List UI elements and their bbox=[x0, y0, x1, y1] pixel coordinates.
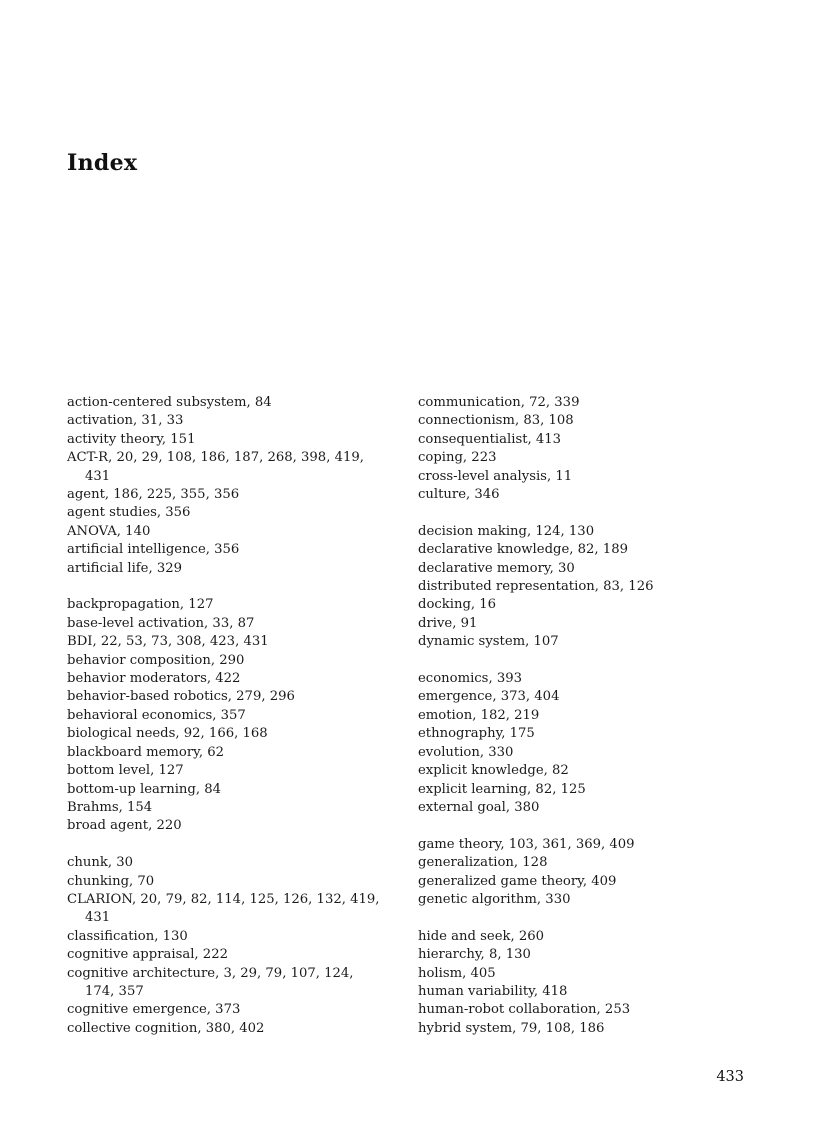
index-entry: BDI, 22, 53, 73, 308, 423, 431 bbox=[67, 634, 269, 650]
index-entry: cognitive appraisal, 222 bbox=[67, 947, 228, 963]
index-entry: docking, 16 bbox=[418, 597, 497, 613]
index-entry: action-centered subsystem, 84 bbox=[67, 395, 272, 410]
index-entry: agent, 186, 225, 355, 356 bbox=[67, 487, 240, 503]
index-entry: bottom-up learning, 84 bbox=[67, 781, 222, 797]
index-entry: behavior-based robotics, 279, 296 bbox=[67, 689, 295, 705]
index-group-separator bbox=[67, 578, 387, 596]
index-entry: distributed representation, 83, 126 bbox=[418, 579, 654, 595]
index-entry: chunk, 30 bbox=[67, 855, 134, 871]
index-entry: drive, 91 bbox=[418, 615, 478, 631]
index-entry: activity theory, 151 bbox=[67, 431, 196, 447]
index-entry: cognitive emergence, 373 bbox=[67, 1002, 241, 1018]
page-title: Index bbox=[67, 150, 138, 176]
index-entry: agent studies, 356 bbox=[67, 505, 191, 521]
index-entry: cross-level analysis, 11 bbox=[418, 468, 573, 484]
index-entry: decision making, 124, 130 bbox=[418, 523, 595, 539]
index-entry: emotion, 182, 219 bbox=[418, 707, 540, 723]
index-entry: broad agent, 220 bbox=[67, 818, 182, 834]
index-entry: game theory, 103, 361, 369, 409 bbox=[418, 836, 635, 852]
index-entry: genetic algorithm, 330 bbox=[418, 891, 571, 907]
index-entry: generalization, 128 bbox=[418, 855, 548, 871]
index-entry: biological needs, 92, 166, 168 bbox=[67, 726, 268, 742]
index-entry: ACT-R, 20, 29, 108, 186, 187, 268, 398, 419, 431 bbox=[67, 450, 364, 484]
index-entry: behavior moderators, 422 bbox=[67, 671, 241, 687]
index-entry: blackboard memory, 62 bbox=[67, 744, 224, 760]
index-entry: generalized game theory, 409 bbox=[418, 873, 617, 889]
index-entry: base-level activation, 33, 87 bbox=[67, 615, 255, 631]
index-entry: evolution, 330 bbox=[418, 744, 514, 760]
index-entry: classification, 130 bbox=[67, 928, 188, 944]
index-group-separator bbox=[418, 817, 728, 835]
index-group-separator bbox=[67, 836, 387, 854]
index-group-separator bbox=[418, 909, 728, 927]
index-entry: CLARION, 20, 79, 82, 114, 125, 126, 132, 419, 431 bbox=[67, 891, 380, 926]
index-entry: ethnography, 175 bbox=[418, 726, 535, 742]
index-group-separator bbox=[418, 504, 728, 522]
index-column-left bbox=[67, 394, 387, 1038]
index-entry: hybrid system, 79, 108, 186 bbox=[418, 1020, 605, 1036]
index-entry: emergence, 373, 404 bbox=[418, 689, 560, 705]
index-entry: coping, 223 bbox=[418, 450, 497, 466]
index-entry: cognitive architecture, 3, 29, 79, 107, 124, 174, 357 bbox=[67, 965, 354, 999]
index-entry: activation, 31, 33 bbox=[67, 413, 184, 429]
index-entry: connectionism, 83, 108 bbox=[418, 413, 574, 429]
index-entry: Brahms, 154 bbox=[67, 799, 153, 815]
index-entry: human variability, 418 bbox=[418, 983, 568, 999]
index-entry: external goal, 380 bbox=[418, 799, 540, 815]
index-entry: declarative knowledge, 82, 189 bbox=[418, 542, 628, 558]
index-entry: explicit learning, 82, 125 bbox=[418, 781, 586, 797]
index-entry: behavioral economics, 357 bbox=[67, 707, 246, 723]
index-entry: explicit knowledge, 82 bbox=[418, 763, 569, 779]
index-entry: communication, 72, 339 bbox=[418, 395, 580, 410]
index-entry: artificial life, 329 bbox=[67, 560, 183, 576]
index-entry: human-robot collaboration, 253 bbox=[418, 1002, 631, 1018]
index-entry: ANOVA, 140 bbox=[67, 523, 151, 539]
index-entry: culture, 346 bbox=[418, 487, 500, 503]
index-entry: behavior composition, 290 bbox=[67, 652, 245, 668]
index-entry: chunking, 70 bbox=[67, 873, 155, 889]
index-entry: declarative memory, 30 bbox=[418, 560, 575, 576]
index-entry: collective cognition, 380, 402 bbox=[67, 1020, 265, 1036]
index-entry: artificial intelligence, 356 bbox=[67, 542, 240, 558]
index-entry: dynamic system, 107 bbox=[418, 634, 559, 650]
index-entry: consequentialist, 413 bbox=[418, 431, 562, 447]
page-number: 433 bbox=[716, 1069, 744, 1085]
index-column-right bbox=[418, 394, 728, 1038]
index-entry: hide and seek, 260 bbox=[418, 928, 545, 944]
index-entry: backpropagation, 127 bbox=[67, 597, 214, 613]
index-group-separator bbox=[418, 652, 728, 670]
index-entry: holism, 405 bbox=[418, 965, 496, 981]
index-entry: hierarchy, 8, 130 bbox=[418, 947, 531, 963]
index-entry: bottom level, 127 bbox=[67, 763, 184, 779]
index-entry: economics, 393 bbox=[418, 671, 522, 687]
